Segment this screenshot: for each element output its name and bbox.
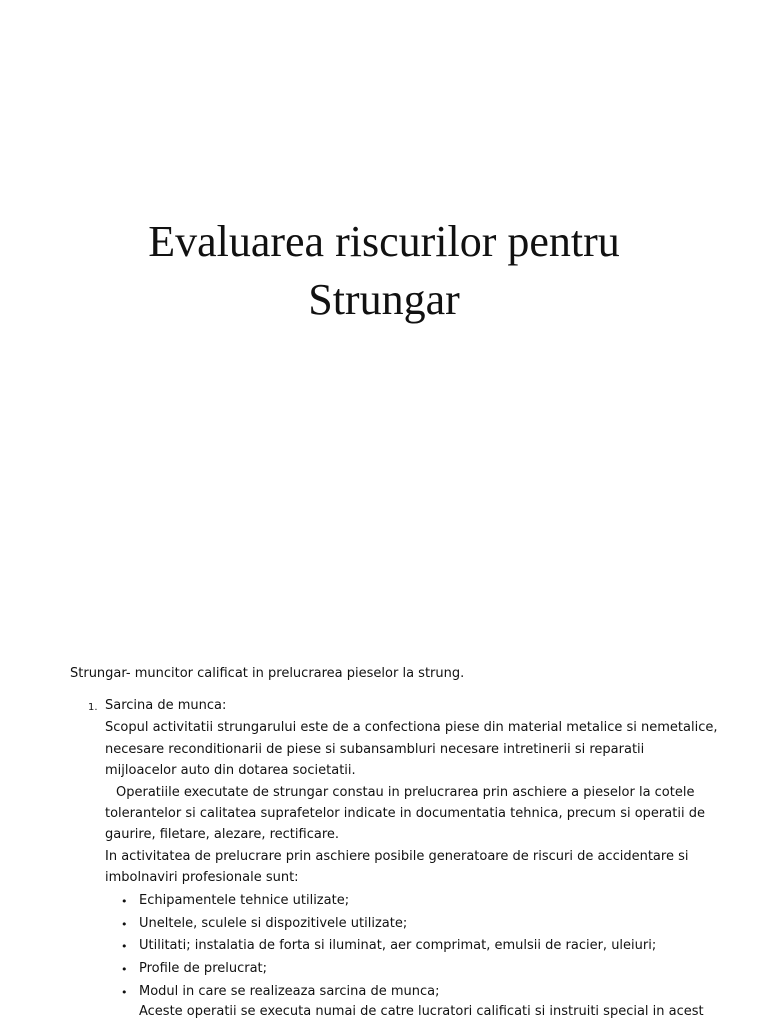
paragraph-line: tolerantelor si calitatea suprafetelor indicate in documentatia tehnica, precum si operatii de bbox=[105, 806, 705, 821]
bullet-icon: • bbox=[121, 918, 128, 931]
section-heading: Sarcina de munca: bbox=[105, 698, 227, 713]
paragraph-line: Scopul activitatii strungarului este de a confectiona piese din material metalice si nemetalice, bbox=[105, 720, 718, 735]
bullet-icon: • bbox=[121, 895, 128, 908]
title-line-2: Strungar bbox=[308, 275, 460, 324]
paragraph-line: Operatiile executate de strungar constau in prelucrarea prin aschiere a pieselor la cotele bbox=[116, 785, 695, 800]
bullet-icon: • bbox=[121, 940, 128, 953]
paragraph-line: In activitatea de prelucrare prin aschiere posibile generatoare de riscuri de accidentare si bbox=[105, 849, 689, 864]
bullet-icon: • bbox=[121, 986, 128, 999]
document-title bbox=[0, 213, 768, 329]
list-item: Modul in care se realizeaza sarcina de munca; bbox=[139, 984, 440, 999]
paragraph-line: mijloacelor auto din dotarea societatii. bbox=[105, 763, 356, 778]
list-item: Utilitati; instalatia de forta si iluminat, aer comprimat, emulsii de racier, uleiuri; bbox=[139, 938, 657, 953]
bullet-icon: • bbox=[121, 963, 128, 976]
list-item: Echipamentele tehnice utilizate; bbox=[139, 893, 350, 908]
list-item: Uneltele, sculele si dispozitivele utilizate; bbox=[139, 916, 408, 931]
list-item: Profile de prelucrat; bbox=[139, 961, 268, 976]
paragraph-line: imbolnaviri profesionale sunt: bbox=[105, 870, 299, 885]
title-line-1: Evaluarea riscurilor pentru bbox=[148, 217, 620, 266]
paragraph-line: Aceste operatii se executa numai de catre lucratori calificati si instruiti special in acest bbox=[139, 1004, 704, 1019]
list-number: 1. bbox=[88, 702, 98, 713]
paragraph-line: gaurire, filetare, alezare, rectificare. bbox=[105, 827, 340, 842]
intro-paragraph: Strungar- muncitor calificat in prelucrarea pieselor la strung. bbox=[70, 666, 465, 681]
paragraph-line: necesare reconditionarii de piese si subansambluri necesare intretinerii si reparatii bbox=[105, 742, 645, 757]
